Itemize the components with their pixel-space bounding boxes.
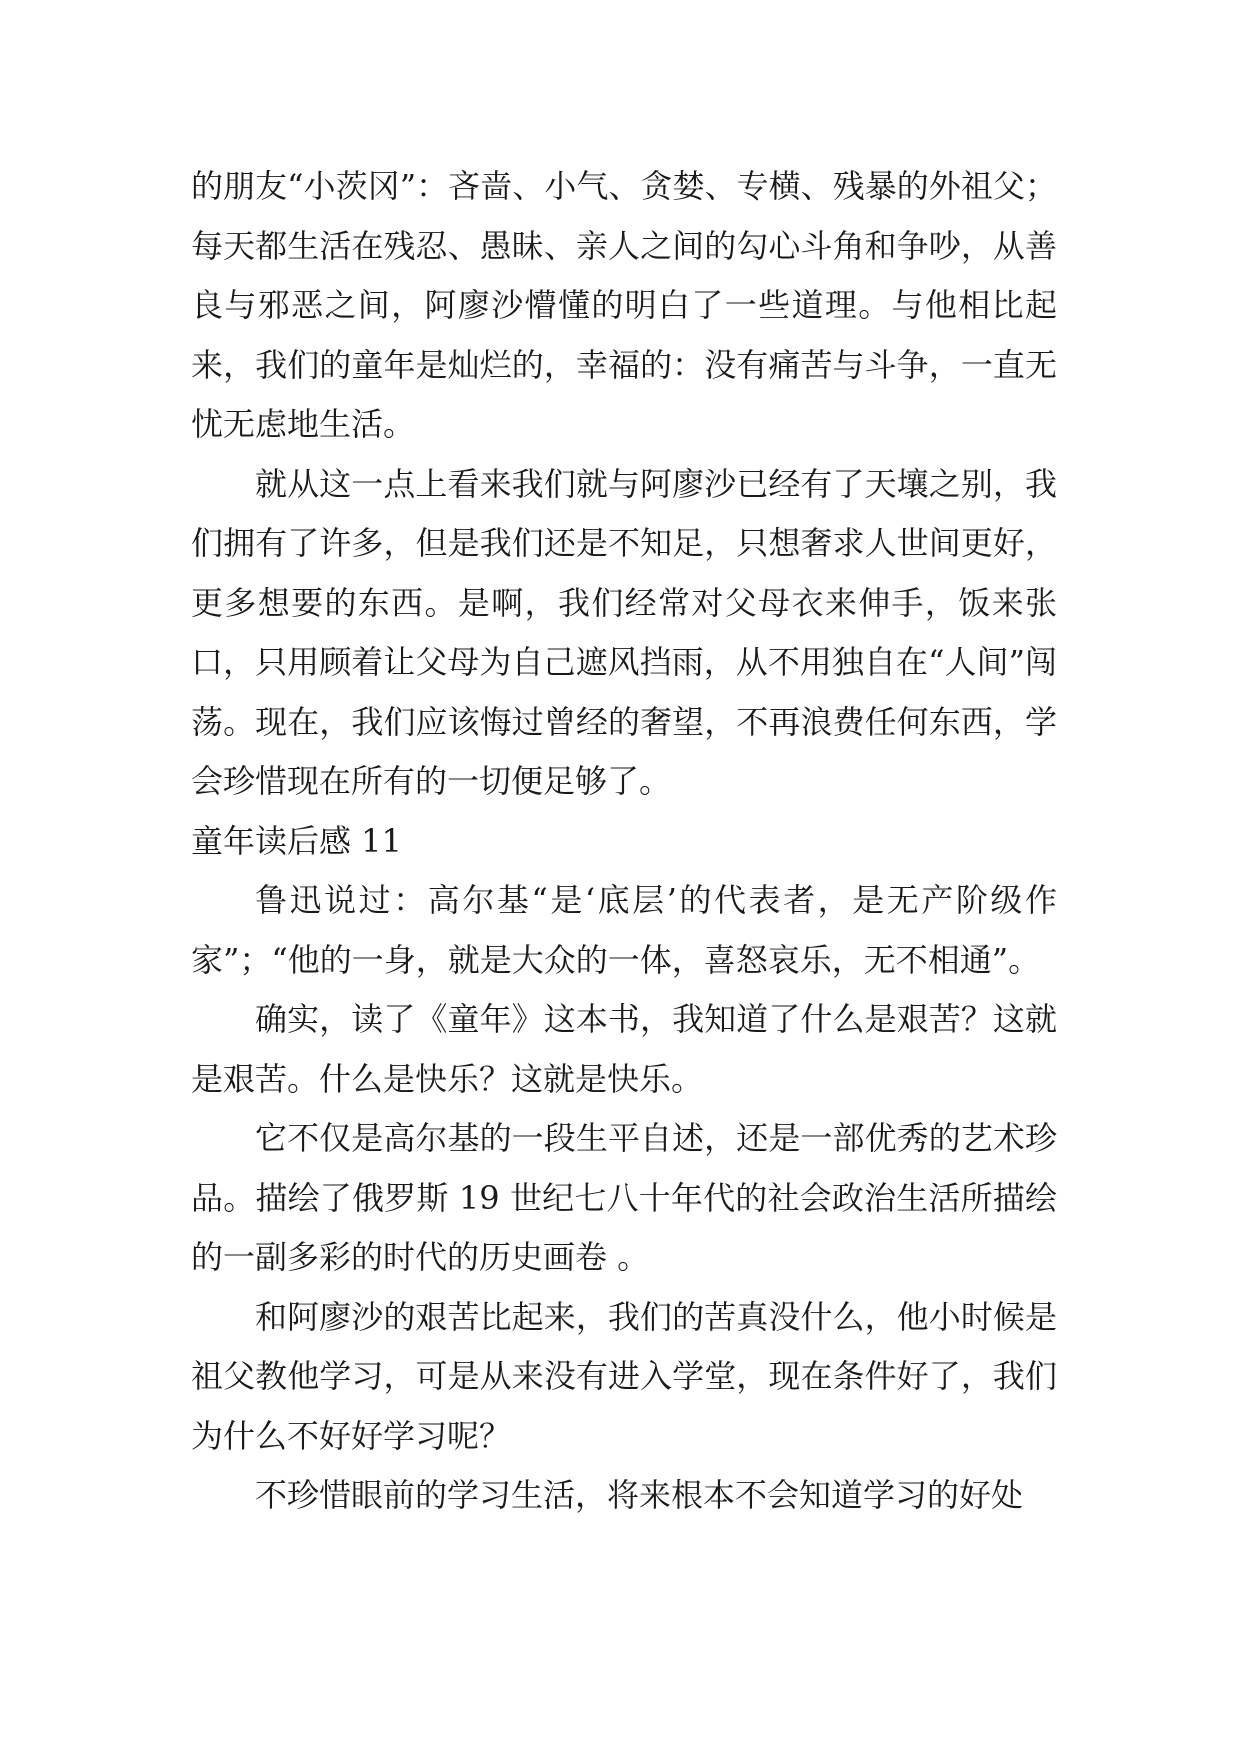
paragraph-truncated: 不珍惜眼前的学习生活，将来根本不会知道学习的好处: [255, 1476, 1024, 1514]
paragraph: 鲁迅说过：高尔基“是‘底层’的代表者，是无产阶级作家”；“他的一身，就是大众的一体，喜怒哀乐，无不相通”。: [191, 881, 1057, 979]
section-heading: 童年读后感 11: [191, 821, 402, 860]
paragraph: 和阿廖沙的艰苦比起来，我们的苦真没什么，他小时候是祖父教他学习，可是从来没有进入学堂，现在条件好了，我们为什么不好好学习呢？: [191, 1297, 1057, 1455]
paragraph-continued: 的朋友“小茨冈”：吝啬、小气、贪婪、专横、残暴的外祖父；每天都生活在残忍、愚昧、亲人之间的勾心斗角和争吵，从善良与邪恶之间，阿廖沙懵懂的明白了一些道理。与他相比起来，我们的童年是灿烂的，幸福的：没有痛苦与斗争，一直无忧无虑地生活。: [191, 167, 1057, 443]
paragraph: 确实，读了《童年》这本书，我知道了什么是艰苦？这就是艰苦。什么是快乐？这就是快乐。: [191, 1000, 1057, 1098]
paragraph: 就从这一点上看来我们就与阿廖沙已经有了天壤之别，我们拥有了许多，但是我们还是不知足，只想奢求人世间更好，更多想要的东西。是啊，我们经常对父母衣来伸手，饭来张口，只用顾着让父母为自己遮风挡雨，从不用独自在“人间”闯荡。现在，我们应该悔过曾经的奢望，不再浪费任何东西，学会珍惜现在所有的一切便足够了。: [191, 464, 1057, 800]
paragraph: 它不仅是高尔基的一段生平自述，还是一部优秀的艺术珍品。描绘了俄罗斯 19 世纪七八十年代的社会政治生活所描绘的一副多彩的时代的历史画卷 。: [191, 1119, 1057, 1276]
document-body: [191, 157, 1057, 1526]
